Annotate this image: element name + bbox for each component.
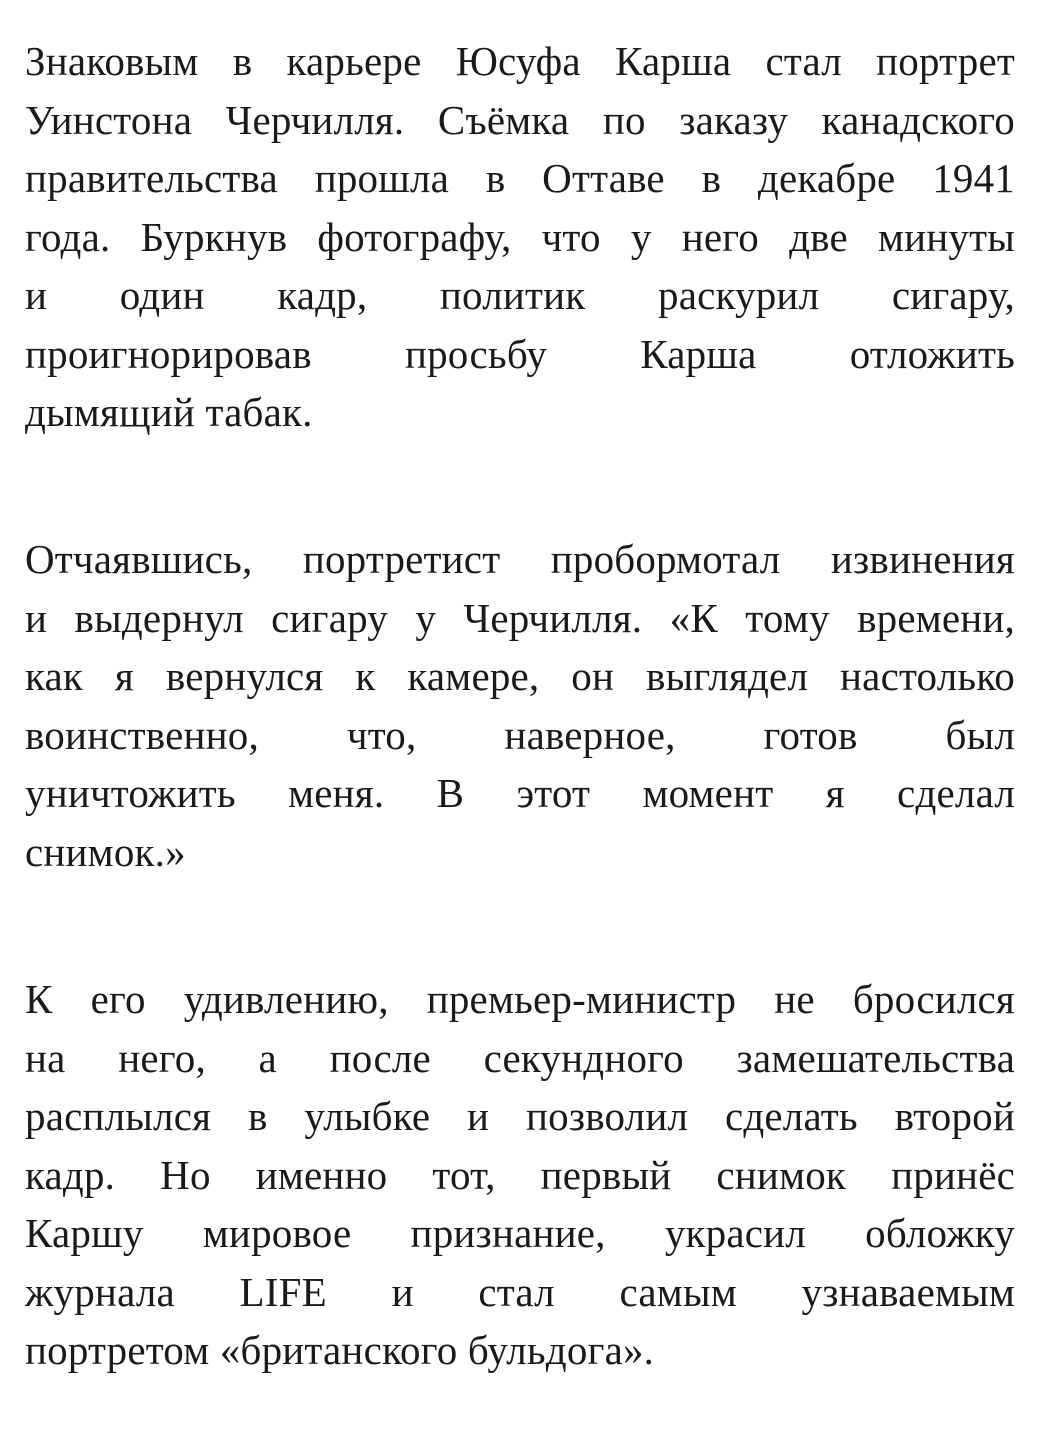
text-line: Каршу мировое признание, украсил обложку [25, 1210, 1015, 1256]
text-line: и один кадр, политик раскурил сигару, [25, 272, 1015, 318]
text-line: Отчаявшись, портретист пробормотал извинения [25, 536, 1015, 582]
paragraph-2 [25, 530, 1015, 881]
text-line: дымящий табак. [25, 389, 313, 435]
text-line: Уинстона Черчилля. Съёмка по заказу канадского [25, 96, 1015, 143]
text-line: на него, а после секундного замешательства [25, 1034, 1015, 1081]
text-line: журнала LIFE и стал самым узнаваемым [25, 1268, 1015, 1315]
paragraph-1 [25, 32, 1015, 442]
paragraph-3 [25, 970, 1015, 1380]
text-line: кадр. Но именно тот, первый снимок принёс [25, 1151, 1015, 1198]
text-line: К его удивлению, премьер-министр не бросился [25, 976, 1015, 1022]
text-line: снимок.» [25, 828, 186, 875]
text-line: как я вернулся к камере, он выглядел настолько [25, 653, 1015, 699]
text-line: проигнорировав просьбу Карша отложить [25, 330, 1015, 377]
text-line: уничтожить меня. В этот момент я сделал [25, 770, 1015, 816]
text-line: расплылся в улыбке и позволил сделать второй [25, 1093, 1015, 1139]
text-line: года. Буркнув фотографу, что у него две минуты [25, 213, 1015, 260]
text-line: Знаковым в карьере Юсуфа Карша стал портрет [25, 38, 1015, 84]
text-line: и выдернул сигару у Черчилля. «К тому времени, [25, 594, 1015, 641]
text-line: правительства прошла в Оттаве в декабре 1941 [25, 155, 1015, 201]
text-line: воинственно, что, наверное, готов был [25, 711, 1015, 758]
text-line: портретом «британского бульдога». [25, 1327, 655, 1373]
